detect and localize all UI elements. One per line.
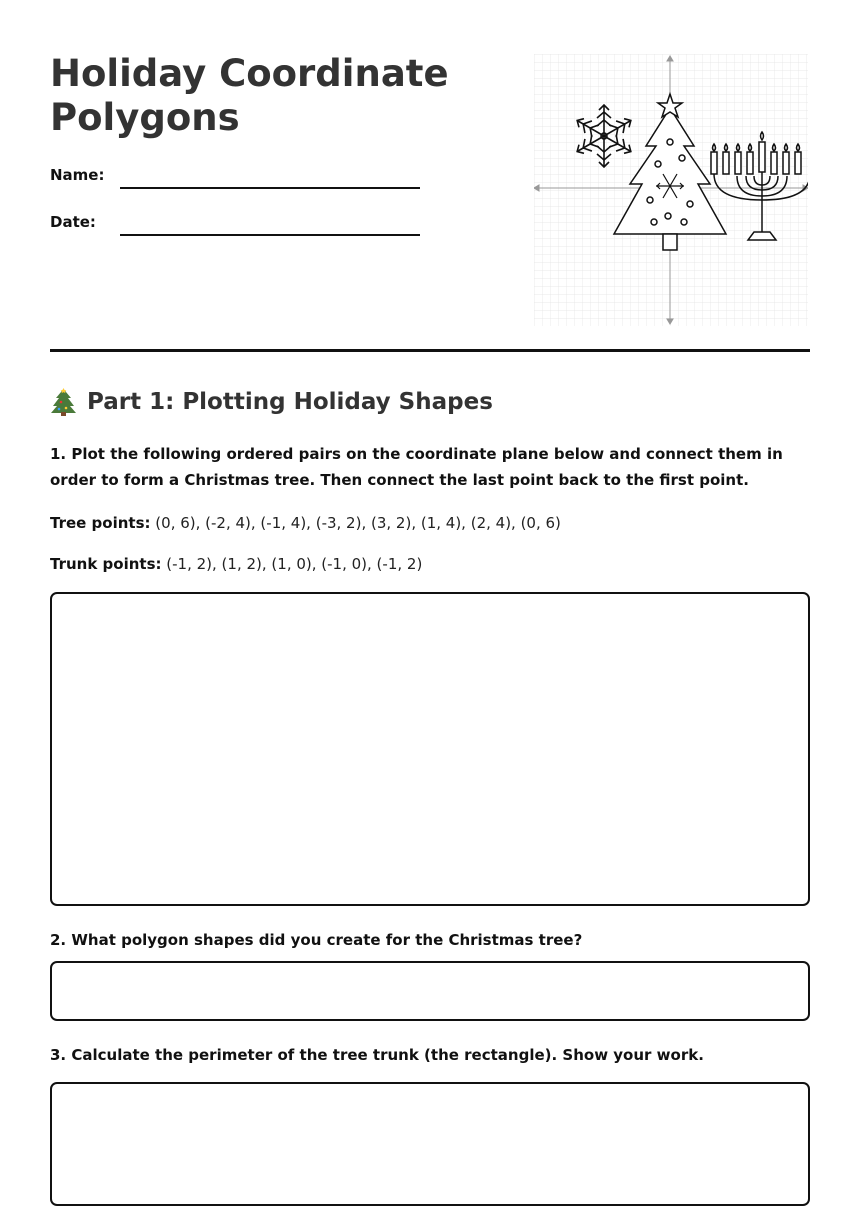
trunk-points-label: Trunk points: [50,555,162,573]
tree-points-values: (0, 6), (-2, 4), (-1, 4), (-3, 2), (3, 2), (1, 4), (2, 4), (0, 6) [155,514,561,532]
date-label: Date: [50,213,96,231]
trunk-points-values: (-1, 2), (1, 2), (1, 0), (-1, 0), (-1, 2) [166,555,423,573]
question-3-answer-box[interactable] [50,1082,810,1206]
holiday-graph-illustration [534,54,808,326]
trunk-points [50,555,422,573]
question-2: 2. What polygon shapes did you create for the Christmas tree? [50,931,583,949]
coordinate-plane-answer-box[interactable] [50,592,810,906]
worksheet-title: Holiday Coordinate Polygons [50,52,449,139]
christmas-tree-emoji [50,388,77,416]
part1-heading [50,388,493,416]
name-label: Name: [50,166,105,184]
header-divider [50,349,810,352]
question-1: 1. Plot the following ordered pairs on the coordinate plane below and connect them in order to form a Christmas tree. Then connect the last point back to the first point. [50,445,783,489]
question-2-answer-box[interactable] [50,961,810,1021]
tree-points [50,514,561,532]
date-field[interactable] [120,234,420,236]
part1-heading-text: Part 1: Plotting Holiday Shapes [87,389,493,415]
question-3: 3. Calculate the perimeter of the tree trunk (the rectangle). Show your work. [50,1046,704,1064]
tree-points-label: Tree points: [50,514,151,532]
name-field[interactable] [120,187,420,189]
